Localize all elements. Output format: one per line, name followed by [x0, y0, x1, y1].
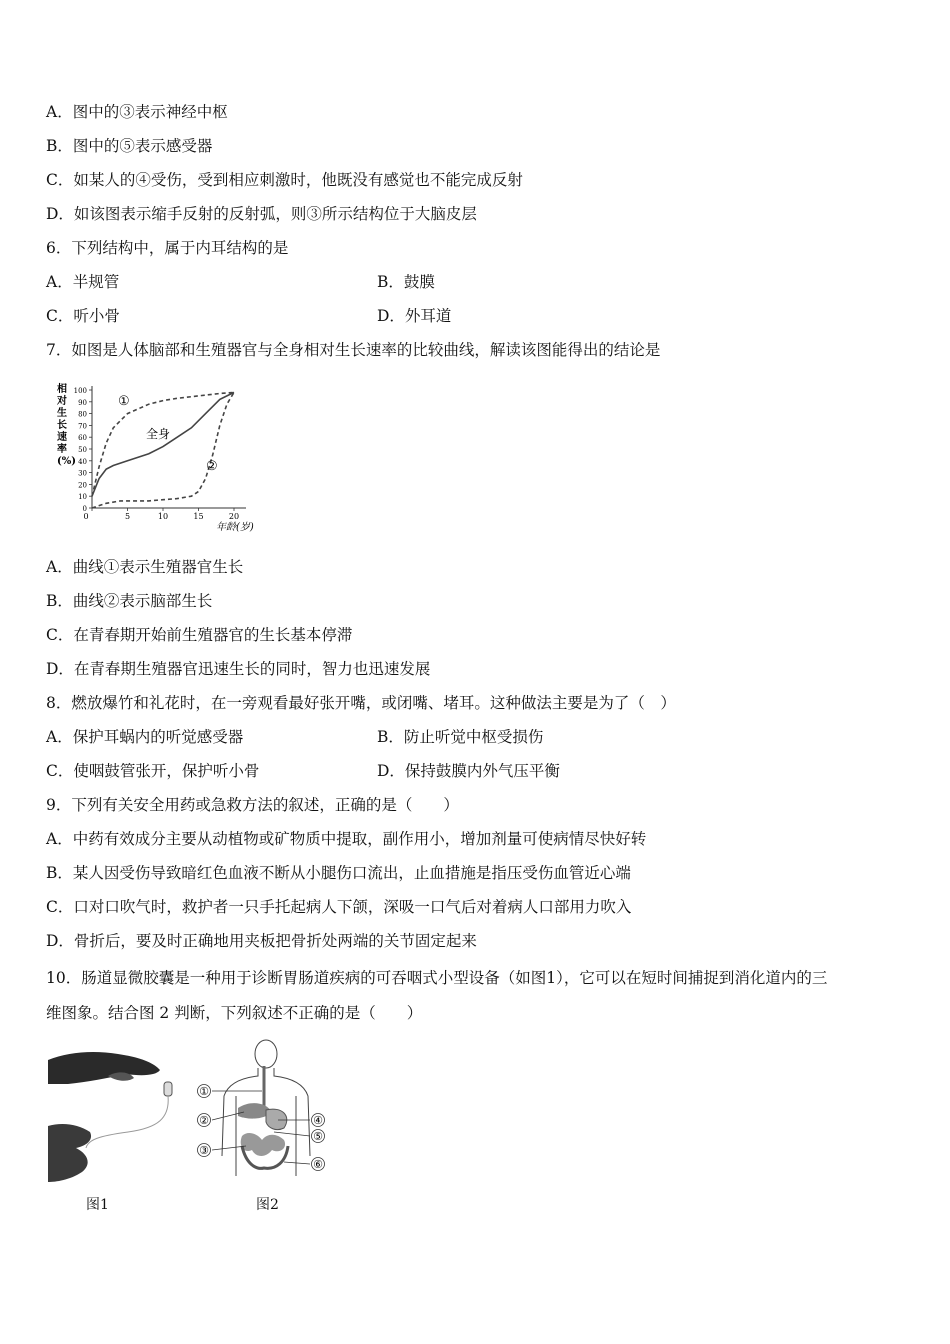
label-5: ⑤ — [313, 1130, 323, 1143]
chart-lines — [92, 392, 234, 508]
q7-option-c: C．在青春期开始前生殖器官的生长基本停滞 — [46, 626, 353, 644]
label-2: ② — [199, 1114, 209, 1127]
q6-stem: 6．下列结构中，属于内耳结构的是 — [46, 239, 289, 257]
q10-stem-line2: 维图象。结合图 2 判断，下列叙述不正确的是（ ） — [46, 1004, 423, 1022]
q6-option-c: C．听小骨 — [46, 307, 120, 325]
intestine-shape — [241, 1133, 285, 1156]
q7-option-b: B．曲线②表示脑部生长 — [46, 592, 213, 610]
y-tick-label: 70 — [78, 422, 87, 431]
chart-axes — [92, 386, 246, 508]
q8-option-a: A．保护耳蜗内的听觉感受器 — [46, 728, 244, 746]
q6-option-d: D．外耳道 — [377, 307, 452, 325]
capsule-photo-figure — [48, 1048, 183, 1188]
series-label-2: 全身 — [146, 427, 171, 441]
y-tick-label: 40 — [78, 457, 87, 466]
y-tick-label: 90 — [78, 398, 87, 407]
q6-option-b: B．鼓膜 — [377, 273, 435, 291]
digestive-system-figure — [192, 1036, 332, 1186]
q6-option-a: A．半规管 — [46, 273, 120, 291]
label-3: ③ — [199, 1144, 209, 1157]
q7-option-d: D．在青春期生殖器官迅速生长的同时，智力也迅速发展 — [46, 660, 431, 678]
y-tick-label: 60 — [78, 434, 87, 443]
series-label-3: ② — [206, 459, 218, 474]
series-label-1: ① — [118, 394, 130, 409]
x-tick-label: 5 — [124, 512, 131, 521]
q5-option-d: D．如该图表示缩手反射的反射弧，则③所示结构位于大脑皮层 — [46, 205, 477, 223]
label-4: ④ — [313, 1114, 323, 1127]
label-6: ⑥ — [313, 1158, 323, 1171]
series-line-3 — [92, 392, 234, 508]
y-tick-label: 20 — [78, 481, 87, 490]
chart-ylabel: 相对生长速率(%) — [57, 384, 76, 467]
y-tick-label: 100 — [73, 387, 87, 395]
capsule-icon — [164, 1082, 172, 1096]
y-tick-label: 80 — [78, 410, 87, 419]
q7-option-a: A．曲线①表示生殖器官生长 — [46, 558, 244, 576]
fig1-caption: 图1 — [86, 1197, 109, 1213]
fig2-caption: 图2 — [256, 1197, 279, 1213]
series-line-2 — [92, 392, 234, 496]
q9-option-d: D．骨折后，要及时正确地用夹板把骨折处两端的关节固定起来 — [46, 932, 477, 950]
gloved-hand-top — [48, 1052, 160, 1084]
q5-option-b: B．图中的⑤表示感受器 — [46, 137, 213, 155]
q8-stem: 8．燃放爆竹和礼花时，在一旁观看最好张开嘴，或闭嘴、堵耳。这种做法主要是为了（ ） — [46, 694, 676, 712]
q8-option-c: C．使咽鼓管张开，保护听小骨 — [46, 762, 260, 780]
q8-option-b: B．防止听觉中枢受损伤 — [377, 728, 544, 746]
x-tick-label: 0 — [83, 512, 89, 521]
y-tick-label: 50 — [78, 446, 87, 454]
y-tick-label: 30 — [78, 469, 87, 478]
x-tick-label: 10 — [157, 512, 169, 521]
series-line-1 — [92, 392, 234, 496]
q10-stem-line1: 10．肠道显微胶囊是一种用于诊断胃肠道疾病的可吞咽式小型设备（如图1），它可以在短时间捕捉到消化道内的三 — [46, 969, 828, 987]
gloved-hand-bottom — [48, 1124, 91, 1182]
q9-option-c: C．口对口吹气时，救护者一只手托起病人下颌，深吸一口气后对着病人口部用力吹入 — [46, 898, 632, 916]
q9-option-b: B．某人因受伤导致暗红色血液不断从小腿伤口流出，止血措施是指压受伤血管近心端 — [46, 864, 631, 882]
stomach-shape — [266, 1109, 287, 1130]
q9-stem: 9．下列有关安全用药或急救方法的叙述，正确的是（ ） — [46, 796, 459, 814]
x-tick-label: 20 — [228, 512, 240, 521]
q5-option-c: C．如某人的④受伤，受到相应刺激时，他既没有感觉也不能完成反射 — [46, 171, 523, 189]
capsule-wire — [86, 1096, 168, 1148]
q7-stem: 7．如图是人体脑部和生殖器官与全身相对生长速率的比较曲线，解读该图能得出的结论是 — [46, 341, 661, 359]
q5-option-a: A．图中的③表示神经中枢 — [46, 103, 228, 121]
growth-rate-chart — [48, 378, 278, 538]
label-1: ① — [199, 1085, 209, 1098]
q9-option-a: A．中药有效成分主要从动植物或矿物质中提取，副作用小，增加剂量可使病情尽快好转 — [46, 830, 647, 848]
y-tick-label: 10 — [78, 493, 87, 502]
q8-option-d: D．保持鼓膜内外气压平衡 — [377, 762, 560, 780]
x-tick-label: 15 — [193, 512, 204, 521]
y-tick-label: 0 — [82, 505, 87, 513]
chart-xlabel: 年龄(岁) — [216, 522, 254, 533]
